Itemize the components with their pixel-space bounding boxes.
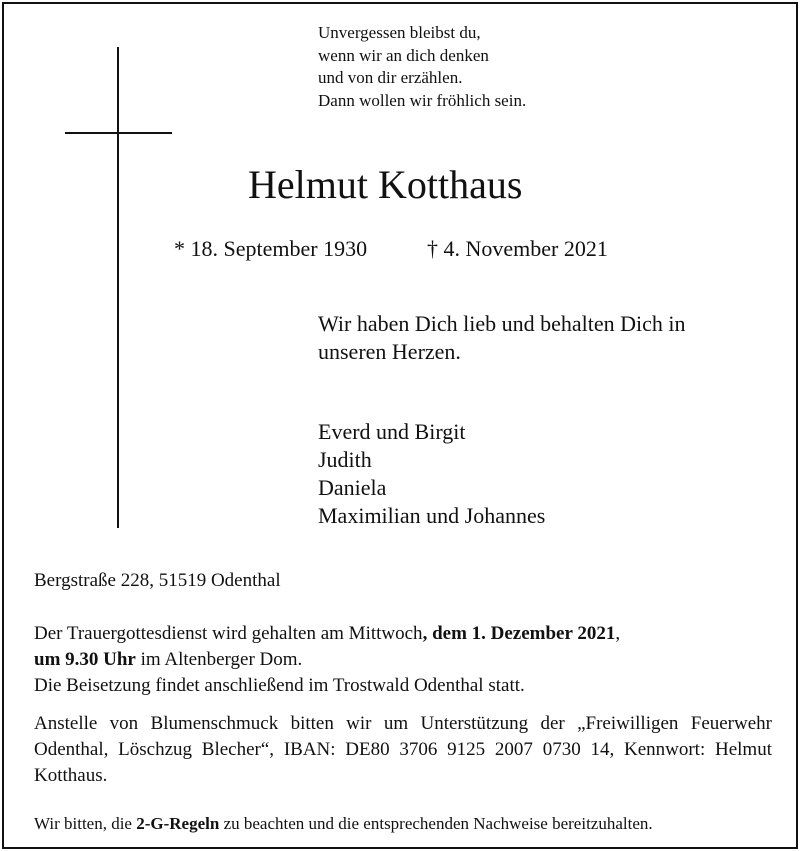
cross-icon-vertical	[117, 47, 119, 528]
family-member: Judith	[318, 447, 372, 472]
service-date: , dem 1. Dezember 2021	[422, 623, 616, 644]
poem-line: und von dir erzählen.	[318, 68, 463, 87]
poem	[318, 22, 526, 112]
deceased-name: Helmut Kotthaus	[248, 162, 523, 207]
service-comma: ,	[615, 623, 621, 644]
service-text: Der Trauergottesdienst wird gehalten am Mittwoch	[34, 623, 423, 644]
donation-request: Anstelle von Blumenschmuck bitten wir um Unterstützung der „Freiwilligen Feuerwehr Odenthal, Löschzug Blecher“, IBAN: DE80 3706 9125 2007 0730 14, Kennwort: Helmut Kotthaus.	[34, 713, 772, 786]
cross-icon-horizontal	[65, 132, 172, 134]
address: Bergstraße 228, 51519 Odenthal	[34, 570, 281, 591]
memorial-quote: Wir haben Dich lieb und behalten Dich in unseren Herzen.	[318, 311, 686, 364]
family-member: Maximilian und Johannes	[318, 503, 546, 528]
poem-line: Dann wollen wir fröhlich sein.	[318, 90, 527, 110]
death-date: † 4. November 2021	[427, 236, 608, 261]
burial-info: Die Beisetzung findet anschließend im Trostwald Odenthal statt.	[34, 675, 525, 696]
service-info	[34, 621, 774, 699]
rules-text-before: Wir bitten, die	[34, 814, 137, 833]
poem-line: Unvergessen bleibst du,	[318, 23, 481, 42]
family-member: Everd und Birgit	[318, 419, 466, 444]
rules-bold: 2-G-Regeln	[136, 814, 220, 833]
health-rules	[34, 814, 653, 834]
birth-date: * 18. September 1930	[174, 236, 368, 261]
poem-line: wenn wir an dich denken	[318, 45, 489, 65]
service-time: um 9.30 Uhr	[34, 649, 136, 670]
rules-text-after: zu beachten und die entsprechenden Nachweise bereitzuhalten.	[219, 814, 653, 833]
family-list	[318, 418, 545, 530]
service-location: im Altenberger Dom.	[135, 649, 303, 670]
family-member: Daniela	[318, 475, 387, 500]
